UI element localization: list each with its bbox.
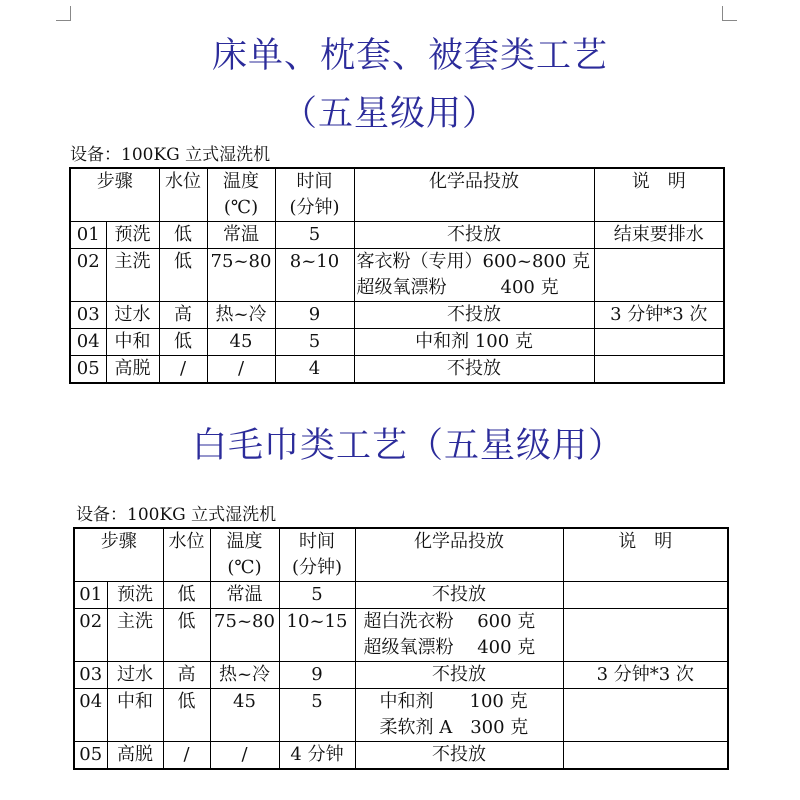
cell-water-level: 低 — [163, 582, 210, 609]
cell-note — [594, 356, 724, 384]
cell-water-level: 高 — [163, 662, 210, 689]
table-row — [74, 662, 728, 689]
cell-step-no: 05 — [70, 356, 106, 384]
cell-step-name: 高脱 — [106, 356, 159, 384]
cell-step-name: 中和 — [106, 329, 159, 356]
cell-temperature: / — [207, 356, 275, 384]
table-row — [70, 249, 724, 302]
table-row — [74, 609, 728, 662]
cell-chemicals: 中和剂 100 克 柔软剂 A 300 克 — [355, 689, 563, 742]
cell-note: 3 分钟*3 次 — [563, 662, 728, 689]
table-row — [70, 302, 724, 329]
cell-chemicals: 不投放 — [355, 742, 563, 770]
cell-note: 结束要排水 — [594, 222, 724, 249]
header-time: 时间 (分钟) — [279, 528, 355, 582]
table-row — [70, 329, 724, 356]
cell-time: 5 — [275, 329, 354, 356]
table-row — [70, 356, 724, 384]
cell-step-no: 01 — [70, 222, 106, 249]
cell-water-level: 低 — [159, 329, 207, 356]
cell-temperature: 75~80 — [210, 609, 279, 662]
cell-note — [563, 689, 728, 742]
cell-step-no: 03 — [74, 662, 107, 689]
cell-chemicals: 不投放 — [354, 302, 594, 329]
cell-note — [563, 582, 728, 609]
process-table-1 — [69, 167, 725, 384]
cell-step-name: 中和 — [107, 689, 163, 742]
doc-title-1: 床单、枕套、被套类工艺 — [211, 36, 608, 76]
cell-step-no: 03 — [70, 302, 106, 329]
cell-step-no: 02 — [74, 609, 107, 662]
header-water-level: 水位 — [159, 168, 207, 222]
cell-note — [563, 609, 728, 662]
cell-note: 3 分钟*3 次 — [594, 302, 724, 329]
cell-chemicals: 不投放 — [355, 662, 563, 689]
cell-time: 5 — [279, 689, 355, 742]
cell-step-name: 预洗 — [107, 582, 163, 609]
cell-step-name: 主洗 — [107, 609, 163, 662]
cell-temperature: 热~冷 — [210, 662, 279, 689]
table-header-row — [70, 168, 724, 222]
doc-title-1-subtitle: （五星级用） — [281, 94, 498, 134]
cell-step-no: 05 — [74, 742, 107, 770]
cell-water-level: 低 — [159, 249, 207, 302]
cell-step-name: 高脱 — [107, 742, 163, 770]
cell-step-no: 04 — [70, 329, 106, 356]
cell-chemicals: 不投放 — [355, 582, 563, 609]
cell-temperature: 45 — [210, 689, 279, 742]
cell-temperature: 75~80 — [207, 249, 275, 302]
header-temperature: 温度 (℃) — [207, 168, 275, 222]
cell-note — [594, 329, 724, 356]
cell-chemicals: 客衣粉（专用）600~800 克 超级氧漂粉 400 克 — [354, 249, 594, 302]
cell-temperature: 45 — [207, 329, 275, 356]
cell-temperature: 常温 — [210, 582, 279, 609]
header-notes: 说 明 — [594, 168, 724, 222]
cell-chemicals: 中和剂 100 克 — [354, 329, 594, 356]
cell-time: 5 — [275, 222, 354, 249]
cell-note — [563, 742, 728, 770]
cell-step-no: 04 — [74, 689, 107, 742]
header-chemicals: 化学品投放 — [355, 528, 563, 582]
cell-water-level: 低 — [163, 689, 210, 742]
cell-step-name: 过水 — [106, 302, 159, 329]
cell-water-level: / — [163, 742, 210, 770]
cell-time: 4 — [275, 356, 354, 384]
cell-chemicals: 不投放 — [354, 222, 594, 249]
doc-title-2: 白毛巾类工艺（五星级用） — [191, 426, 624, 466]
cell-time: 10~15 — [279, 609, 355, 662]
cell-time: 9 — [275, 302, 354, 329]
cell-chemicals: 不投放 — [354, 356, 594, 384]
cell-water-level: 高 — [159, 302, 207, 329]
table-header-row — [74, 528, 728, 582]
cell-step-no: 01 — [74, 582, 107, 609]
header-chemicals: 化学品投放 — [354, 168, 594, 222]
cell-temperature: / — [210, 742, 279, 770]
header-temperature: 温度 (℃) — [210, 528, 279, 582]
header-notes: 说 明 — [563, 528, 728, 582]
cell-temperature: 热~冷 — [207, 302, 275, 329]
header-step: 步骤 — [70, 168, 159, 222]
cell-time: 9 — [279, 662, 355, 689]
page-corner-mark-right — [722, 6, 737, 21]
cell-water-level: 低 — [163, 609, 210, 662]
cell-time: 5 — [279, 582, 355, 609]
page-corner-mark-left — [56, 6, 71, 21]
cell-time: 4 分钟 — [279, 742, 355, 770]
process-table-2 — [73, 527, 729, 770]
cell-water-level: / — [159, 356, 207, 384]
cell-step-name: 主洗 — [106, 249, 159, 302]
cell-temperature: 常温 — [207, 222, 275, 249]
cell-step-name: 过水 — [107, 662, 163, 689]
table-row — [70, 222, 724, 249]
equipment-label-2: 设备：100KG 立式湿洗机 — [76, 505, 277, 525]
header-water-level: 水位 — [163, 528, 210, 582]
cell-step-name: 预洗 — [106, 222, 159, 249]
cell-step-no: 02 — [70, 249, 106, 302]
header-step: 步骤 — [74, 528, 163, 582]
cell-time: 8~10 — [275, 249, 354, 302]
cell-note — [594, 249, 724, 302]
equipment-label-1: 设备：100KG 立式湿洗机 — [70, 145, 271, 165]
cell-chemicals: 超白洗衣粉 600 克 超级氧漂粉 400 克 — [355, 609, 563, 662]
table-row — [74, 689, 728, 742]
header-time: 时间 (分钟) — [275, 168, 354, 222]
cell-water-level: 低 — [159, 222, 207, 249]
table-row — [74, 742, 728, 770]
table-row — [74, 582, 728, 609]
